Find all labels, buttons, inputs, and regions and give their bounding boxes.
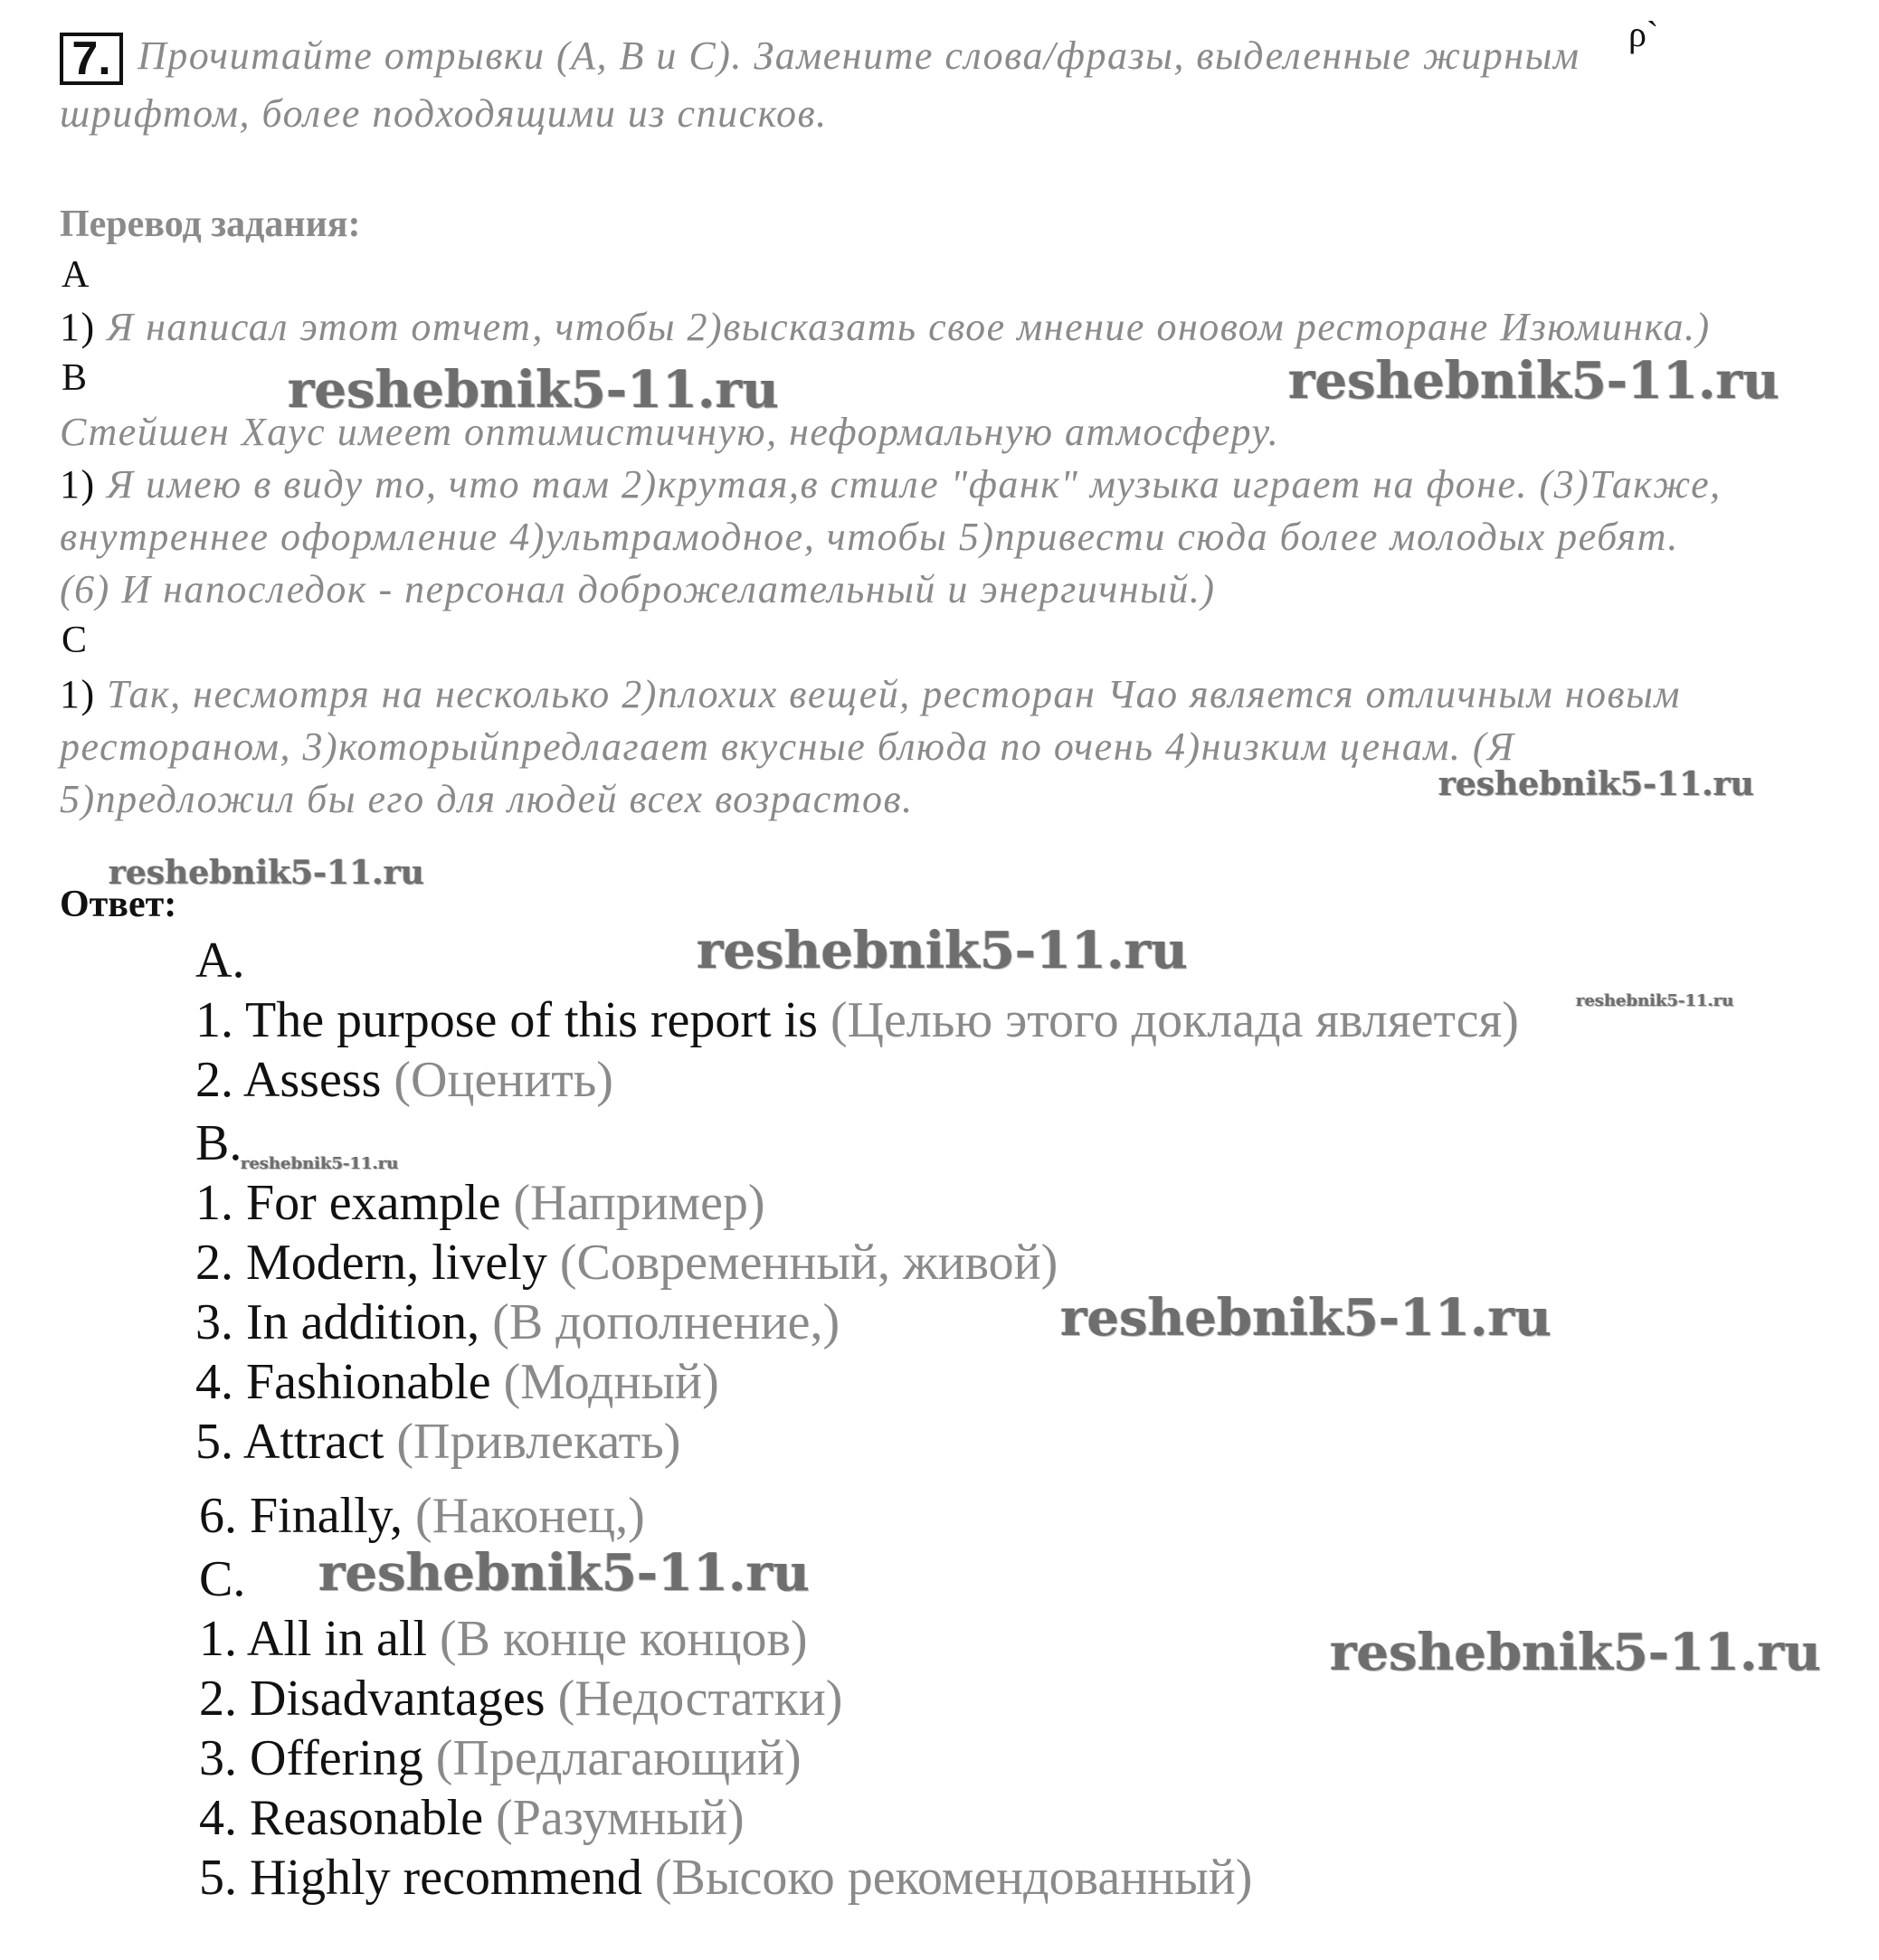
answer-a-item-2 [195,1051,613,1109]
answer-b-label: B. [195,1115,242,1171]
watermark: reshebnik5-11.ru [1060,1288,1552,1348]
translation-b-line2: внутреннее оформление 4)ультрамодное, чтобы 5)привести сюда более молодых ребят. [60,515,1679,559]
answer-en: 3. In addition, [195,1294,480,1350]
translation-b-text: Я имею в виду то, что там 2)крутая,в стиле "фанк" музыка играет на фоне. (3)Также, [107,462,1722,507]
task-instruction-line2: шрифтом, более подходящими из списков. [60,91,828,136]
translation-c-line1 [60,671,1681,717]
answer-c-item-3 [199,1729,802,1787]
answer-c-item-1 [199,1610,808,1668]
translation-a-label: A [62,254,90,296]
answer-en: 4. Fashionable [195,1354,491,1410]
answer-en: 1. For example [195,1175,501,1231]
corner-mark: ρ` [1628,14,1659,54]
translation-a-line1 [60,304,1711,350]
task-number: 7. [60,33,123,85]
translation-b-label: B [62,357,88,399]
translation-b-line3: (6) И напоследок - персонал доброжелательный и энергичный.) [60,567,1216,611]
watermark: reshebnik5-11.ru [318,1543,810,1603]
watermark: reshebnik5-11.ru [1438,765,1754,803]
task-instruction-line1: Прочитайте отрывки (А, B и С). Замените слова/фразы, выделенные жирным [138,33,1580,78]
answer-ru: (В дополнение,) [492,1294,840,1350]
watermark: reshebnik5-11.ru [288,360,779,420]
watermark: reshebnik5-11.ru [1288,351,1779,411]
answer-a-item-1 [195,991,1519,1049]
answer-ru: (Разумный) [496,1790,745,1846]
translation-a-text: Я написал этот отчет, чтобы 2)высказать свое мнение оновом ресторане Изюминка.) [107,305,1711,349]
answer-en: 2. Modern, lively [195,1235,547,1291]
translation-b-line0: Стейшен Хаус имеет оптимистичную, неформальную атмосферу. [60,410,1280,454]
answer-ru: (Предлагающий) [435,1730,802,1786]
answer-a-label: A. [195,933,245,989]
answer-ru: (В конце концов) [440,1611,808,1667]
answer-b-item-4 [195,1353,719,1411]
translation-b-num: 1) [60,462,96,507]
translation-a-num: 1) [60,305,96,349]
answer-ru: (Например) [513,1175,765,1231]
answer-en: 6. Finally, [199,1488,403,1544]
answer-b-item-3 [195,1293,840,1351]
answer-ru: (Оценить) [394,1052,613,1108]
translation-c-label: C [62,620,88,661]
answer-b-item-5 [195,1413,680,1471]
answer-en: 2. Disadvantages [199,1671,546,1727]
translation-c-line2: рестораном, 3)которыйпредлагает вкусные блюда по очень 4)низким ценам. (Я [60,724,1515,769]
answer-en: 2. Assess [195,1052,382,1108]
answer-ru: (Высоко рекомендованный) [654,1850,1253,1906]
watermark: reshebnik5-11.ru [1330,1623,1821,1682]
watermark: reshebnik5-11.ru [697,921,1188,980]
translation-c-text: Так, несмотря на несколько 2)плохих вещей, ресторан Чао является отличным новым [107,672,1681,716]
answer-c-item-4 [199,1789,745,1847]
answer-title: Ответ: [60,884,177,925]
answer-b-item-2 [195,1234,1058,1292]
answer-ru: (Недостатки) [557,1671,843,1727]
watermark: reshebnik5-11.ru [1576,991,1734,1010]
answer-en: 5. Highly recommend [199,1850,642,1906]
answer-en: 1. All in all [199,1611,427,1667]
answer-ru: (Привлекать) [396,1414,681,1470]
answer-ru: (Наконец,) [415,1488,645,1544]
answer-b-item-6 [199,1487,645,1545]
watermark: reshebnik5-11.ru [109,854,424,892]
answer-ru: (Целью этого доклада является) [830,992,1519,1048]
answer-c-item-5 [199,1849,1252,1907]
answer-en: 3. Offering [199,1730,423,1786]
answer-en: 5. Attract [195,1414,384,1470]
answer-ru: (Современный, живой) [559,1235,1058,1291]
translation-heading: Перевод задания: [60,204,361,245]
answer-b-item-1 [195,1174,765,1232]
answer-ru: (Модный) [503,1354,719,1410]
answer-en: 4. Reasonable [199,1790,484,1846]
answer-c-label: C. [199,1551,246,1607]
watermark: reshebnik5-11.ru [241,1154,399,1173]
answer-c-item-2 [199,1670,842,1728]
translation-c-num: 1) [60,672,96,716]
translation-c-line3: 5)предложил бы его для людей всех возрастов. [60,777,914,821]
translation-b-line1 [60,461,1722,507]
answer-en: 1. The purpose of this report is [195,992,818,1048]
